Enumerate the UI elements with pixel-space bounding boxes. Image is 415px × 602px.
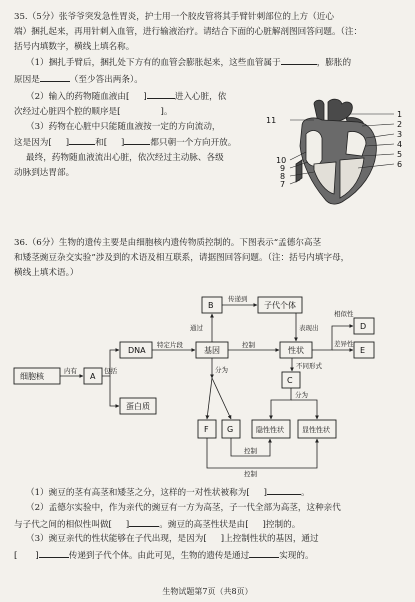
text: 与子代之间的相似性叫做[	[14, 519, 112, 530]
heart-label-left: 7	[280, 180, 286, 189]
q36-intro-line1: 36.（6分）生物的遗传主要是由细胞核内遗传物质控制的。下图表示“孟德尔高茎	[14, 238, 322, 248]
label-E: E	[360, 346, 366, 355]
heart-label-right: 6	[397, 160, 403, 169]
label-B: B	[208, 301, 214, 310]
text: ]	[263, 488, 268, 498]
label-different-forms: 不同形式	[296, 362, 322, 370]
label-protein: 蛋白质	[126, 402, 150, 411]
label-C: C	[287, 376, 293, 385]
text: 传递到子代个体。由此可见，生物的遗传是通过	[68, 551, 250, 562]
text: 和[	[95, 138, 108, 149]
heart-label-right: 3	[397, 130, 403, 139]
label-expressed: 表现出	[299, 324, 319, 332]
page-footer: 生物试题第7页（共8页）	[162, 587, 253, 596]
text: 控制的。	[265, 519, 301, 530]
text: 。豌豆的高茎性状是由[	[159, 519, 249, 530]
label-G: G	[227, 425, 234, 434]
label-control: 控制	[242, 341, 255, 349]
text: [	[14, 551, 18, 562]
q35-sub2-line1	[14, 88, 254, 105]
label-gene: 基因	[204, 346, 220, 355]
heart-anatomy-figure	[262, 98, 408, 210]
arrow	[110, 376, 119, 406]
text: ]	[143, 91, 147, 102]
answer-blank[interactable]	[40, 71, 70, 82]
text: ]	[65, 138, 70, 149]
text: 。	[301, 488, 310, 498]
vena-cava-shape	[296, 160, 302, 182]
q36-sub2-line2	[14, 516, 405, 533]
answer-blank[interactable]	[267, 484, 301, 495]
question-36-subquestions	[14, 484, 405, 564]
answer-blank[interactable]	[69, 134, 95, 145]
q35-sub1-line2	[14, 71, 405, 88]
label-divided: 分为	[215, 366, 228, 374]
q36-sub2-line1: （2）孟德尔实验中，作为亲代的豌豆有一方为高茎，子一代全部为高茎，这种亲代	[26, 502, 341, 513]
arrow	[212, 378, 231, 419]
genetics-concept-map	[12, 280, 407, 480]
answer-blank[interactable]	[39, 547, 69, 558]
label-contains: 内有	[64, 367, 77, 375]
text: 进入心脏，依	[174, 91, 227, 102]
text: ]	[262, 519, 266, 530]
q35-sub1-line1	[14, 54, 405, 71]
text: 原因是	[14, 75, 40, 86]
heart-label-right: 5	[397, 150, 403, 159]
text: （3）豌豆亲代的性状能够在子代出现，是因为[	[26, 534, 207, 545]
arrow	[271, 388, 291, 419]
label-trait: 性状	[288, 346, 304, 355]
text: 这是因为[	[14, 138, 52, 149]
question-36	[14, 236, 405, 280]
q35-intro-line3: 括号内填数字，横线上填名称。	[14, 41, 135, 52]
text: ]	[125, 519, 130, 530]
q35-sub4-line1: 最终，药物随血液流出心脏，依次经过主动脉、各级	[26, 153, 224, 164]
heart-label-right: 1	[397, 110, 403, 119]
label-recessive: 隐性性状	[256, 426, 284, 434]
label-divided: 分为	[295, 391, 308, 399]
label-similarity: 相似性	[334, 310, 354, 318]
heart-label-right: 4	[397, 140, 403, 149]
heart-label-left: 9	[280, 164, 286, 173]
q36-sub3-line1	[14, 532, 405, 547]
answer-blank[interactable]	[249, 547, 279, 558]
arrow	[207, 438, 317, 468]
heart-label-left: 10	[276, 156, 287, 165]
heart-label-left: 11	[266, 116, 277, 125]
label-dna: DNA	[128, 346, 146, 355]
label-cell-nucleus: 细胞核	[20, 372, 44, 381]
heart-label-right: 2	[397, 120, 403, 129]
arrow	[291, 400, 317, 419]
answer-blank[interactable]	[281, 54, 317, 65]
text: ]	[220, 534, 225, 545]
text: 实现的。	[279, 551, 314, 562]
label-F: F	[204, 425, 209, 434]
text: ]	[121, 138, 125, 149]
label-offspring: 子代个体	[264, 301, 296, 310]
q35-sub4-line2: 动脉到达胃部。	[14, 167, 75, 178]
arrow	[207, 378, 212, 419]
q35-intro-line1: 35.（5分）张爷爷突发急性胃炎，护士用一个胶皮管将其手臂针刺部位的上方（近心	[14, 12, 334, 22]
text: 上控制性状的基因，通过	[224, 534, 319, 545]
answer-blank[interactable]	[147, 88, 175, 99]
q36-sub1	[14, 484, 405, 501]
answer-blank[interactable]	[124, 134, 150, 145]
q36-sub3-line2	[14, 547, 405, 564]
text: （1）豌豆的茎有高茎和矮茎之分，这样的一对性状被称为[	[26, 488, 250, 498]
text: 次经过心脏四个腔的顺序是[	[14, 106, 121, 117]
label-transmit: 传递到	[228, 295, 248, 303]
label-difference: 差异性	[334, 340, 354, 348]
label-A: A	[90, 372, 96, 381]
label-control: 控制	[244, 470, 257, 478]
label-specific-fragment: 特定片段	[157, 341, 183, 349]
answer-blank[interactable]	[129, 516, 159, 527]
label-includes: 包括	[104, 367, 117, 375]
text: ，膨胀的	[316, 58, 352, 69]
label-dominant: 显性性状	[302, 426, 330, 434]
text: （1）捆扎手臂后，捆扎处下方有的血管会膨胀起来，这些血管属于	[26, 58, 281, 69]
leader-line	[290, 180, 300, 184]
label-control: 控制	[244, 447, 257, 455]
q36-intro-line2: 和矮茎豌豆杂交实验”涉及到的术语及相互联系，请据图回答问题。（注：括号内填字母，	[14, 252, 350, 263]
text: （2）输入的药物随血液由[	[26, 91, 130, 102]
q35-intro-line2: 端）捆扎起来，再用针刺入血管，进行输液治疗。请结合下面的心脏解剖图回答问题。（注：	[14, 26, 363, 37]
heart-label-left: 8	[280, 172, 286, 181]
q36-intro-line3: 横线上填术语。）	[14, 267, 79, 278]
label-D: D	[360, 322, 367, 331]
label-via: 通过	[190, 324, 203, 332]
q35-sub3-line2	[14, 134, 254, 151]
q35-sub2-line2	[14, 105, 254, 120]
right-atrium-shape	[306, 131, 322, 166]
text: （至少答出两条）。	[69, 75, 143, 86]
q35-sub3-line1: （3）药物在心脏中只能随血液按一定的方向流动，	[26, 121, 221, 132]
text: ]	[35, 551, 39, 562]
text: 都只朝一个方向开放。	[150, 138, 237, 149]
text: ]。	[160, 106, 173, 117]
